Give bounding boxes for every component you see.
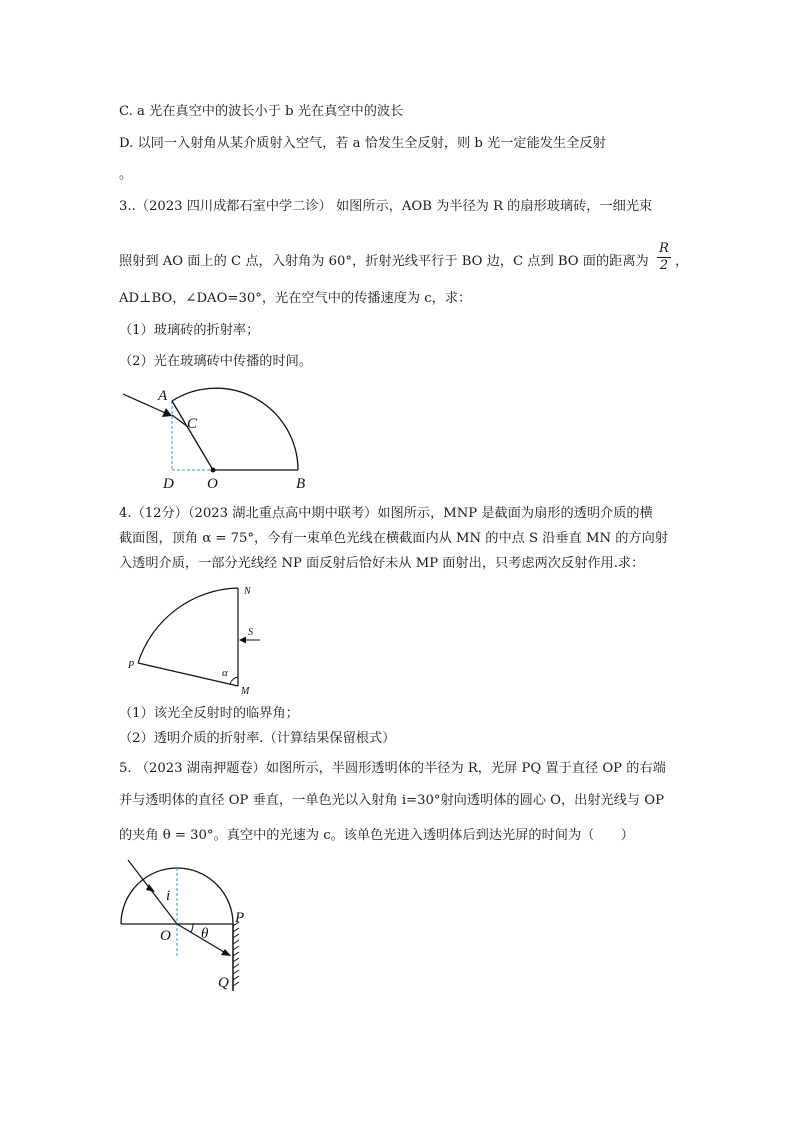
edge-ao [172,401,213,470]
fraction-denominator: 2 [659,258,669,273]
theta-arc [191,924,193,932]
q4-line1: 4.（12分）（2023 湖北重点高中期中联考）如图所示，MNP 是截面为扇形的透明介质的横 [119,506,653,521]
q4-line3: 入透明介质，一部分光线经 NP 面反射后恰好未从 MP 面射出，只考虑两次反射作用.求： [119,556,645,571]
q4-line2: 截面图，顶角 α = 75°，今有一束单色光线在横截面内从 MN 的中点 S 沿垂直 MN 的方向射 [119,531,668,546]
point-o [211,468,216,473]
q3-line1: 3..（2023 四川成都石室中学二诊） 如图所示，AOB 为半径为 R 的扇形玻璃砖，一细光束 [119,199,653,214]
figure-sector-mnp [122,580,282,700]
q3-sub2: （2）光在玻璃砖中传播的时间。 [119,354,313,369]
ray-s-arrowhead [239,637,246,644]
label-n: N [244,586,251,597]
q4-sub1: （1）该光全反射时的临界角； [119,706,299,721]
label-p: P [128,660,135,671]
q3-line2 [119,241,689,278]
arc-np [138,588,238,663]
q3-sub1: （1）玻璃砖的折射率； [119,323,260,338]
label-alpha: α [222,667,228,679]
q3-line2-text: 照射到 AO 面上的 C 点，入射角为 60°，折射光线平行于 BO 边，C 点到 BO 面的距离为 [119,254,649,269]
option-c: C. a 光在真空中的波长小于 b 光在真空中的波长 [119,104,404,119]
label-o: O [160,928,171,944]
label-m: M [241,686,250,697]
option-d: D. 以同一入射角从某介质射入空气，若 a 恰发生全反射，则 b 光一定能发生全反射 [119,136,606,151]
trailing-period: 。 [119,167,133,182]
label-b: B [296,476,306,492]
label-i: i [166,888,171,904]
figure-sector-aob [115,384,335,494]
label-o: O [207,476,218,492]
label-d: D [163,476,174,492]
exit-arrowhead [221,949,231,956]
q5-line2: 并与透明体的直径 OP 垂直，一单色光以入射角 i=30°射向透明体的圆心 O，出射光线与 OP [119,793,664,808]
label-s: S [248,627,253,638]
angle-arc [230,677,238,684]
label-p: P [235,910,245,926]
label-q: Q [218,975,229,991]
q5-line3: 的夹角 θ = 30°。真空中的光速为 c。该单色光进入透明体后到达光屏的时间为（ ） [119,828,634,843]
label-theta: θ [201,926,209,942]
q4-sub2: （2）透明介质的折射率.（计算结果保留根式） [119,731,396,746]
label-c: C [187,416,198,432]
fraction-numerator: R [658,241,669,256]
refracted-ray [172,415,188,427]
distance-fraction [657,241,671,274]
figure-semicircle [115,856,265,996]
screen-hatching [233,922,239,986]
fraction-comma: ， [675,254,689,269]
label-a: A [158,388,168,404]
q3-line3: AD⊥BO，∠DAO=30°，光在空气中的传播速度为 c，求： [119,291,472,306]
q5-line1: 5. （2023 湖南押题卷）如图所示，半圆形透明体的半径为 R，光屏 PQ 置于直径 OP 的右端 [119,761,666,776]
